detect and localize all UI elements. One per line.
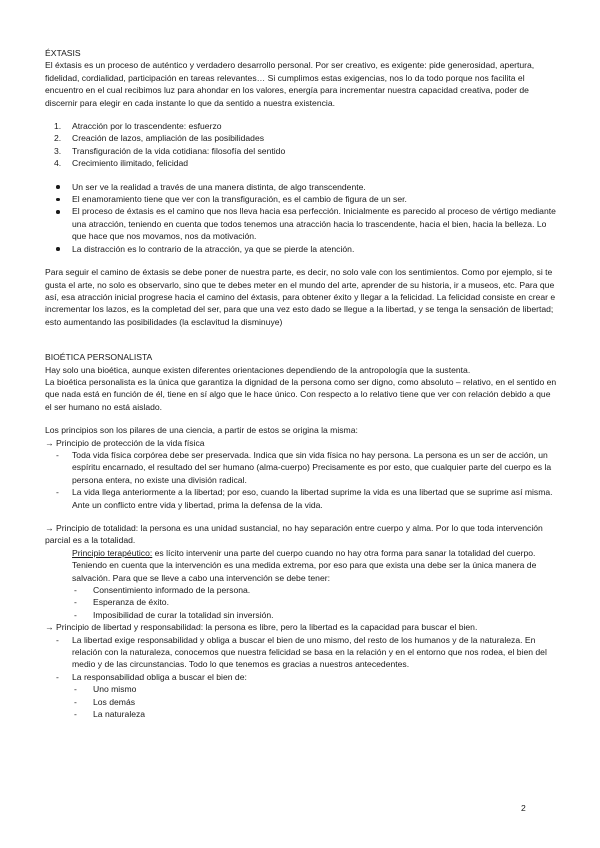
section-title-bioetica: BIOÉTICA PERSONALISTA xyxy=(45,352,153,363)
list-number: 1. xyxy=(54,121,62,132)
list-item: - La vida llega anteriormente a la libertad; por eso, cuando la libertad suprime la vida es una libertad que se suprime así misma. Ante un conflicto entre vida y libertad, prima la defensa de la vida. xyxy=(56,487,553,510)
principle-heading-vida-fisica: → Principio de protección de la vida física xyxy=(45,437,205,448)
principles-intro: Los principios son los pilares de una ciencia, a partir de estos se origina la misma: xyxy=(45,425,358,436)
list-item-text: Imposibilidad de curar la totalidad sin inversión. xyxy=(93,609,274,620)
list-item-text: Toda vida física corpórea debe ser preservada. Indica que sin vida física no hay persona. La persona es un ser de acción, un espíritu encarnado, el resultado del ser humano (alma-cuerpo) Precisamente es por esto, que cualquier parte del cuerpo es la persona entera, no existe una división radical. xyxy=(72,449,552,485)
list-item xyxy=(45,145,557,157)
document-page xyxy=(45,47,557,721)
list-item: El enamoramiento tiene que ver con la transfiguración, es el cambio de figura de un ser. xyxy=(45,193,557,205)
principle-heading-totalidad: → Principio de totalidad: la persona es una unidad sustancial, no hay separación entre cuerpo y alma. Por lo que toda intervención parcial es a la totalidad. xyxy=(45,523,543,546)
list-item-text: La naturaleza xyxy=(93,709,146,720)
list-item xyxy=(45,132,557,144)
list-item: - Imposibilidad de curar la totalidad sin inversión. xyxy=(74,609,274,620)
list-item: - Toda vida física corpórea debe ser preservada. Indica que sin vida física no hay persona. La persona es un ser de acción, un espíritu encarnado, el resultado del ser humano (alma-cuerpo) Precisamente es por esto, que cualquier parte del cuerpo es la persona entera, no existe una división radical. xyxy=(56,449,552,485)
list-item: - Uno mismo xyxy=(74,684,137,695)
list-item: Un ser ve la realidad a través de una manera distinta, de algo transcendente. xyxy=(45,181,557,193)
spacer xyxy=(45,109,557,120)
list-item-text: Los demás xyxy=(93,696,136,707)
list-item: - Los demás xyxy=(74,696,136,707)
list-number: 4. xyxy=(54,158,62,169)
list-item: - La naturaleza xyxy=(74,709,146,720)
principio-terapeutico-paragraph xyxy=(45,547,557,584)
spacer xyxy=(45,328,557,351)
responsabilidad-bien-list xyxy=(45,683,557,720)
principle-vida-fisica-list xyxy=(45,449,557,511)
list-item: - Consentimiento informado de la persona. xyxy=(74,585,251,596)
list-number: 2. xyxy=(54,133,62,144)
section-title-extasis: ÉXTASIS xyxy=(45,48,81,58)
list-item: - La responsabilidad obliga a buscar el bien de: xyxy=(56,671,247,682)
list-item-text: La libertad exige responsabilidad y obliga a buscar el bien de uno mismo, del resto de los humanos y de la naturaleza. En relación con la naturaleza, conocemos que nuestra felicidad se basa en la relación y en el entorno que nos rodea, el bien del medio y de las circunstancias. Todo lo que tenemos es gracias a nuestros antecedentes. xyxy=(72,634,547,670)
spacer xyxy=(45,170,557,181)
principle-libertad-list xyxy=(45,634,557,684)
list-item-text: Transfiguración de la vida cotidiana: filosofía del sentido xyxy=(72,145,286,156)
list-item: - La libertad exige responsabilidad y obliga a buscar el bien de uno mismo, del resto de los humanos y de la naturaleza. En relación con la naturaleza, conocemos que nuestra felicidad se basa en la relación y en el entorno que nos rodea, el bien del medio y de las circunstancias. Todo lo que tenemos es gracias a nuestros antecedentes. xyxy=(56,634,547,670)
extasis-closing-paragraph: Para seguir el camino de éxtasis se debe poner de nuestra parte, es decir, no solo vale con los sentimientos. Como por ejemplo, si te gusta el arte, no solo es observarlo, sino que te debes meter en el mundo del arte, aprender de su historia, ir a museos, etc. Para que así, esa atracción inicial progrese hacia el camino del éxtasis, para obtener éxito y llegar a la felicidad. La felicidad consiste en crear e incrementar los lazos, es la completad del ser, para que una vez esto dado se llegue a la libertad, y se tenga la sensación de libertad; esto aumentando las posibilidades (la esclavitud la disminuye) xyxy=(45,267,556,327)
principio-terapeutico-term: Principio terapéutico: xyxy=(72,547,153,558)
bioetica-line-1: Hay solo una bioética, aunque existen diferentes orientaciones dependiendo de la antropología que la sustenta. xyxy=(45,364,471,375)
intervencion-requisitos-list xyxy=(45,584,557,621)
list-item-text: Consentimiento informado de la persona. xyxy=(93,585,251,596)
extasis-bullet-list xyxy=(45,181,557,255)
list-item: El proceso de éxtasis es el camino que nos lleva hacia esa perfección. Inicialmente es parecido al proceso de vértigo mediante una atracción, teniendo en cuenta que todos tenemos una atracción hacia lo trascendente, hacia el bien, hacia la belleza. Lo que hace que nos movamos, nos da motivación. xyxy=(45,205,557,242)
list-item-text: Atracción por lo trascendente: esfuerzo xyxy=(72,121,222,132)
principio-terapeutico-text: es lícito intervenir una parte del cuerpo cuando no hay otra forma para sanar la totalidad del cuerpo. Teniendo en cuenta que la intervención es una medida extrema, por eso para que exista una debe ser la única manera de salvación. Para que se lleve a cabo una intervención se debe tener: xyxy=(72,547,537,583)
list-item xyxy=(45,157,557,169)
list-item: - Esperanza de éxito. xyxy=(74,597,169,608)
list-item-text: Esperanza de éxito. xyxy=(93,597,169,608)
principle-heading-libertad: → Principio de libertad y responsabilidad: la persona es libre, pero la libertad es la capacidad para buscar el bien. xyxy=(45,622,478,633)
list-number: 3. xyxy=(54,145,62,156)
list-item-text: La responsabilidad obliga a buscar el bien de: xyxy=(72,671,247,682)
extasis-intro-paragraph: El éxtasis es un proceso de auténtico y verdadero desarrollo personal. Por ser creativo, es exigente: pide generosidad, apertura, fidelidad, cordialidad, participación en tareas relevantes… Si cumplimos estas exigencias, nos lo da todo porque nos facilita el encuentro en el cual recibimos luz para ahondar en los valores, energía para incrementar nuestra capacidad creativa, poder de discernir para elegir en cada instante lo que da sentido a nuestra existencia. xyxy=(45,60,535,108)
list-item-text: Creación de lazos, ampliación de las posibilidades xyxy=(72,133,265,144)
list-item xyxy=(45,120,557,132)
spacer xyxy=(45,511,557,522)
page-number: 2 xyxy=(521,803,526,813)
spacer xyxy=(45,413,557,424)
bioetica-line-2: La bioética personalista es la única que garantiza la dignidad de la persona como ser digno, como absoluto – relativo, en el sentido en que nada está en función de él, tiene en sí algo que le hace único. Con respecto a lo relativo tiene que ver con relación debido a que el ser humano no está aislado. xyxy=(45,376,557,412)
list-item-text: Crecimiento ilimitado, felicidad xyxy=(72,158,189,169)
extasis-steps-list xyxy=(45,120,557,170)
list-item: La distracción es lo contrario de la atracción, ya que se pierde la atención. xyxy=(45,243,557,255)
list-item-text: Uno mismo xyxy=(93,684,137,695)
list-item-text: La vida llega anteriormente a la libertad; por eso, cuando la libertad suprime la vida es una libertad que se suprime así misma. Ante un conflicto entre vida y libertad, prima la defensa de la vida. xyxy=(72,487,553,510)
spacer xyxy=(45,255,557,266)
